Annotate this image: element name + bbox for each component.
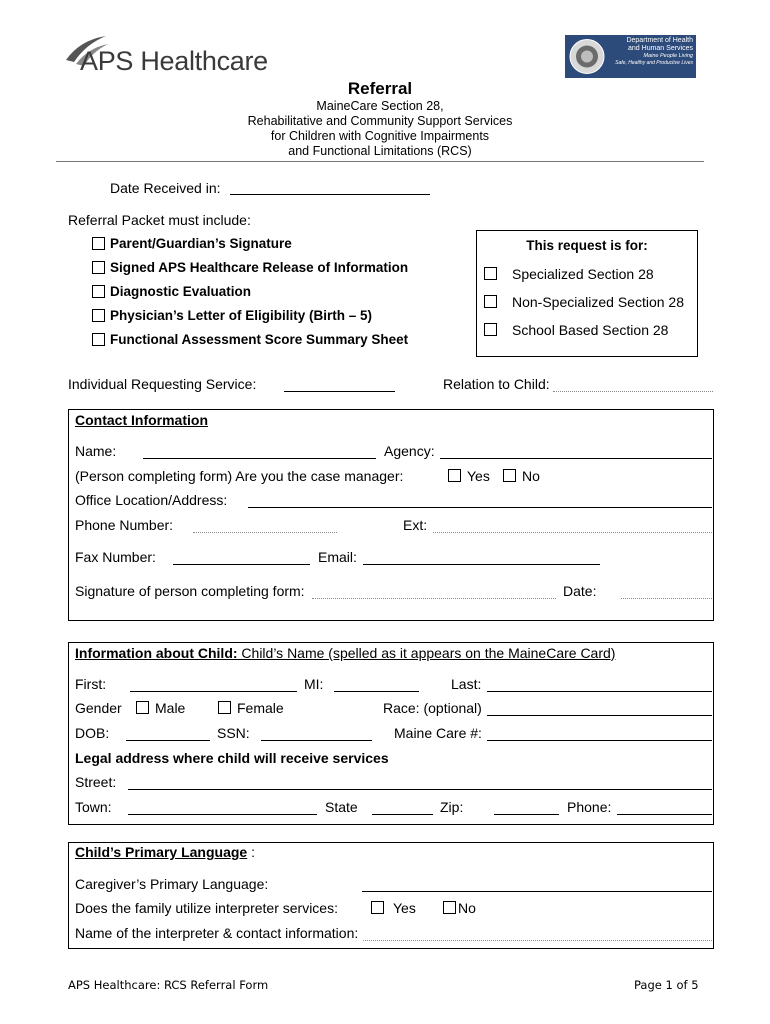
state-label: State: [325, 799, 358, 815]
request-option-label: School Based Section 28: [512, 322, 669, 338]
dhhs-logo: [565, 35, 696, 78]
date-received-label: Date Received in:: [110, 180, 221, 196]
footer-page-number: Page 1 of 5: [634, 978, 699, 992]
signature-field[interactable]: [312, 598, 556, 599]
logo-text: APS Healthcare: [80, 46, 268, 76]
ext-field[interactable]: [433, 532, 712, 533]
signature-label: Signature of person completing form:: [75, 583, 305, 599]
request-option-label: Specialized Section 28: [512, 266, 654, 282]
interpreter-yes-checkbox[interactable]: [371, 901, 384, 914]
street-field[interactable]: [128, 789, 712, 790]
case-manager-yes-checkbox[interactable]: [448, 469, 461, 482]
street-label: Street:: [75, 774, 117, 790]
zip-field[interactable]: [494, 814, 559, 815]
interpreter-contact-label: Name of the interpreter & contact information:: [75, 925, 359, 941]
fax-field[interactable]: [173, 564, 310, 565]
contact-name-label: Name:: [75, 443, 117, 459]
agency-field[interactable]: [440, 458, 712, 459]
office-label: Office Location/Address:: [75, 492, 228, 508]
interpreter-label: Does the family utilize interpreter services:: [75, 900, 338, 916]
zip-label: Zip:: [440, 799, 464, 815]
last-name-field[interactable]: [487, 691, 712, 692]
subtitle-3: for Children with Cognitive Impairments: [270, 129, 490, 143]
packet-item-label: Physician’s Letter of Eligibility (Birth – 5): [110, 308, 373, 323]
footer-form-name: APS Healthcare: RCS Referral Form: [68, 978, 269, 992]
functional-assessment-checkbox[interactable]: [92, 333, 105, 346]
signature-date-label: Date:: [563, 583, 597, 599]
relation-field[interactable]: [553, 391, 713, 392]
dob-field[interactable]: [126, 740, 210, 741]
race-label: Race: (optional): [383, 700, 482, 716]
subtitle-4: and Functional Limitations (RCS): [288, 144, 472, 158]
race-field[interactable]: [487, 715, 712, 716]
town-label: Town:: [75, 799, 112, 815]
header-divider: [56, 161, 704, 162]
language-heading: [75, 844, 255, 860]
email-label: Email:: [318, 549, 357, 565]
legal-address-label: Legal address where child will receive services: [75, 750, 389, 766]
fax-label: Fax Number:: [75, 549, 156, 565]
dhhs-line1: Department of Health: [626, 37, 693, 44]
subtitle-2: Rehabilitative and Community Support Services: [247, 114, 513, 128]
diagnostic-checkbox[interactable]: [92, 285, 105, 298]
case-manager-label: (Person completing form) Are you the case manager:: [75, 468, 404, 484]
male-label: Male: [155, 700, 186, 716]
caregiver-language-field[interactable]: [362, 891, 712, 892]
packet-item-label: Functional Assessment Score Summary Sheet: [110, 332, 409, 347]
child-heading-note: Child’s Name (spelled as it appears on the MaineCare Card): [237, 645, 616, 661]
caregiver-language-label: Caregiver’s Primary Language:: [75, 876, 269, 892]
agency-label: Agency:: [384, 443, 435, 459]
interpreter-contact-field[interactable]: [363, 940, 712, 941]
child-heading-title: Information about Child:: [75, 645, 238, 661]
date-received-field[interactable]: [230, 194, 430, 195]
dhhs-line2: and Human Services: [628, 45, 693, 52]
state-field[interactable]: [372, 814, 433, 815]
signature-date-field[interactable]: [621, 598, 712, 599]
email-field[interactable]: [363, 564, 600, 565]
mainecare-label: Maine Care #:: [394, 725, 482, 741]
gender-label: Gender: [75, 700, 122, 716]
school-based-checkbox[interactable]: [484, 323, 497, 336]
first-name-field[interactable]: [130, 691, 297, 692]
male-checkbox[interactable]: [136, 701, 149, 714]
office-field[interactable]: [248, 507, 712, 508]
language-heading-title: Child’s Primary Language: [75, 844, 248, 860]
packet-item-label: Signed APS Healthcare Release of Information: [110, 260, 409, 275]
mi-label: MI:: [304, 676, 324, 692]
child-phone-label: Phone:: [567, 799, 612, 815]
case-manager-yes-label: Yes: [467, 468, 490, 484]
child-phone-field[interactable]: [617, 814, 712, 815]
physician-letter-checkbox[interactable]: [92, 309, 105, 322]
interpreter-no-label: No: [458, 900, 476, 916]
mi-field[interactable]: [334, 691, 419, 692]
parent-signature-checkbox[interactable]: [92, 237, 105, 250]
town-field[interactable]: [128, 814, 317, 815]
request-heading: This request is for:: [526, 238, 648, 253]
subtitle-1: MaineCare Section 28,: [316, 99, 444, 113]
packet-item-label: Parent/Guardian’s Signature: [110, 236, 292, 251]
relation-label: Relation to Child:: [443, 376, 550, 392]
female-label: Female: [237, 700, 284, 716]
case-manager-no-label: No: [522, 468, 540, 484]
dob-label: DOB:: [75, 725, 110, 741]
request-option-label: Non-Specialized Section 28: [512, 294, 684, 310]
non-specialized-checkbox[interactable]: [484, 295, 497, 308]
packet-heading: Referral Packet must include:: [68, 212, 251, 228]
specialized-checkbox[interactable]: [484, 267, 497, 280]
dhhs-line3: Maine People Living: [643, 53, 693, 59]
interpreter-no-checkbox[interactable]: [443, 901, 456, 914]
dhhs-line4: Safe, Healthy and Productive Lives: [615, 60, 693, 66]
phone-field[interactable]: [193, 532, 337, 533]
contact-name-field[interactable]: [143, 458, 376, 459]
individual-field[interactable]: [284, 391, 395, 392]
release-checkbox[interactable]: [92, 261, 105, 274]
packet-item-label: Diagnostic Evaluation: [110, 284, 252, 299]
language-heading-suffix: :: [247, 844, 255, 860]
contact-heading: Contact Information: [75, 412, 208, 428]
female-checkbox[interactable]: [218, 701, 231, 714]
ssn-field[interactable]: [261, 740, 372, 741]
ssn-label: SSN:: [217, 725, 250, 741]
child-section: [68, 642, 714, 825]
individual-label: Individual Requesting Service:: [68, 376, 257, 392]
mainecare-field[interactable]: [487, 740, 712, 741]
phone-label: Phone Number:: [75, 517, 174, 533]
maine-seal-icon: [569, 38, 605, 75]
ext-label: Ext:: [403, 517, 428, 533]
page-title: Referral: [347, 79, 413, 98]
first-label: First:: [75, 676, 107, 692]
interpreter-yes-label: Yes: [393, 900, 416, 916]
child-heading: [75, 645, 615, 661]
case-manager-no-checkbox[interactable]: [503, 469, 516, 482]
last-label: Last:: [451, 676, 482, 692]
